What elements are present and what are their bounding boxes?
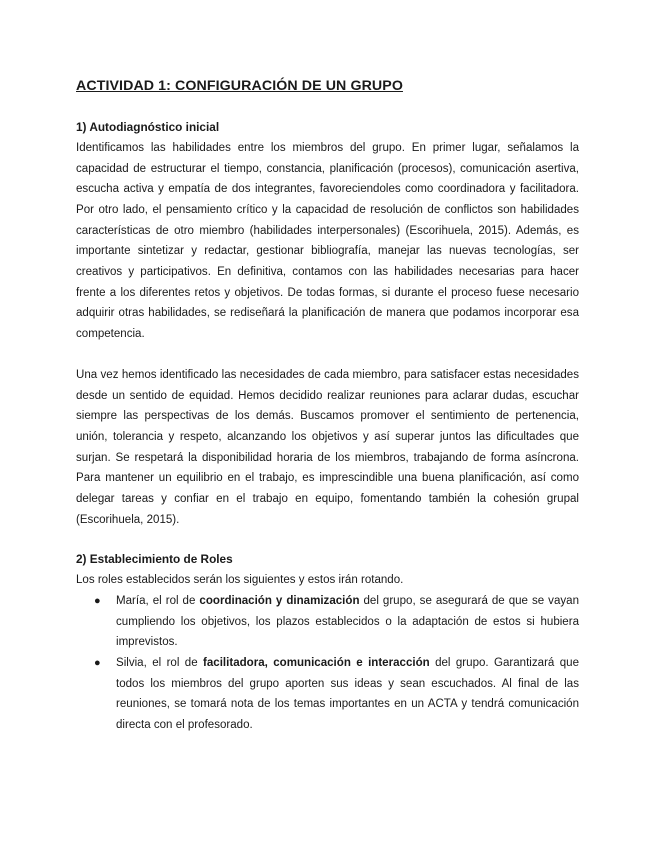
paragraph: Identificamos las habilidades entre los miembros del grupo. En primer lugar, señalamos la capacidad de estructurar el tiempo, constancia, planificación (procesos), comunicación asertiva, escucha activa y empatía de dos integrantes, favoreciendoles como coordinadora y facilitadora. Por otro lado, el pensamiento crítico y la capacidad de resolución de conflictos son habilidades características de otro miembro (habilidades interpersonales) (Escorihuela, 2015). Además, es importante sintetizar y redactar, gestionar bibliografía, manejar las nuevas tecnologías, ser creativos y participativos. En definitiva, contamos con las habilidades necesarias para hacer frente a los diferentes retos y objetivos. De todas formas, si durante el proceso fuese necesario adquirir otras habilidades, se rediseñará la planificación de manera que podamos incorporar esa competencia. <box>76 142 579 340</box>
bullet-icon: ● <box>94 656 101 669</box>
role-text-before: Silvia, el rol de <box>116 656 204 669</box>
role-text-after: del grupo, se asegurará de que se vayan cumpliendo los objetivos, los plazos establecidos o la adaptación de estos si hubiera imprevistos. <box>116 594 579 649</box>
section-heading: 2) Establecimiento de Roles <box>76 552 233 567</box>
role-text <box>116 657 579 731</box>
paragraph: Una vez hemos identificado las necesidades de cada miembro, para satisfacer estas necesidades desde un sentido de equidad. Hemos decidido realizar reuniones para aclarar dudas, escuchar siempre las perspectivas de los demás. Buscamos promover el sentimiento de pertenencia, unión, tolerancia y respeto, alcanzando los objetivos y así superar juntos las dificultades que surjan. Se respetará la disponibilidad horaria de los miembros, trabajando de forma asíncrona. Para mantener un equilibrio en el trabajo, es imprescindible una buena planificación, así como delegar tareas y confiar en el trabajo en equipo, fomentando también la cohesión grupal (Escorihuela, 2015). <box>76 369 579 526</box>
list-item <box>94 653 579 736</box>
role-text <box>116 595 579 648</box>
role-text-after: del grupo. Garantizará que todos los miembros del grupo aporten sus ideas y sean escuchados. Al final de las reuniones, se tomará nota de los temas importantes en un ACTA y tendrá comunicación directa con el profesorado. <box>116 656 579 731</box>
role-text-before: María, el rol de <box>116 594 200 607</box>
bullet-icon: ● <box>94 594 101 607</box>
document-title: ACTIVIDAD 1: CONFIGURACIÓN DE UN GRUPO <box>76 78 403 94</box>
role-name: coordinación y dinamización <box>199 594 360 607</box>
roles-intro: Los roles establecidos serán los siguientes y estos irán rotando. <box>76 574 404 587</box>
role-name: facilitadora, comunicación e interacción <box>203 656 430 669</box>
list-item <box>94 591 579 653</box>
roles-list <box>76 591 579 736</box>
section-roles <box>76 549 579 735</box>
section-autodiagnostico <box>76 117 579 530</box>
section-heading: 1) Autodiagnóstico inicial <box>76 120 220 134</box>
